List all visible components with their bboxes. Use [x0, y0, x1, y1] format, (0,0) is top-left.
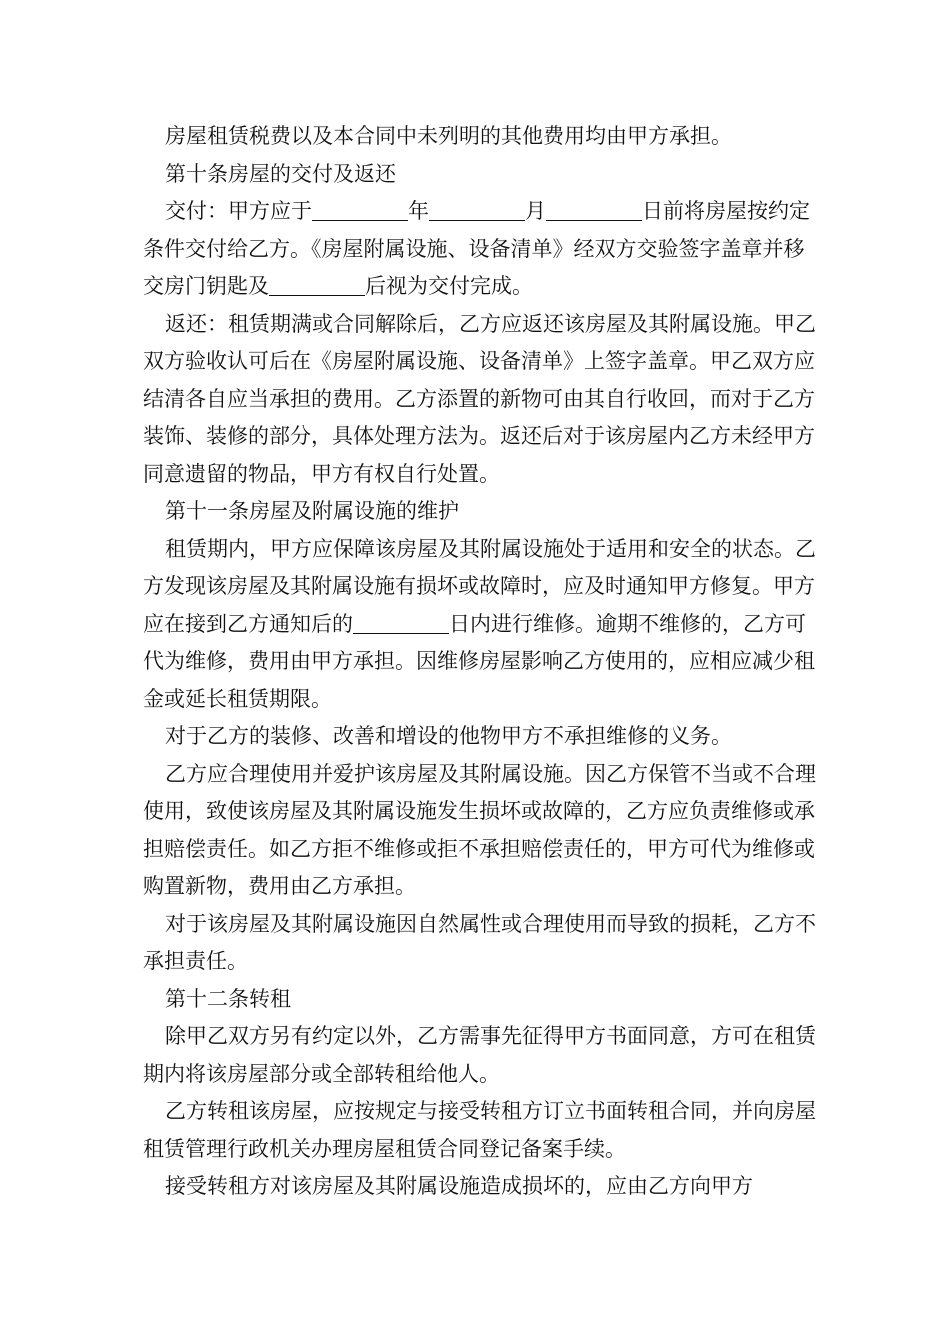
blank-handover-item-field[interactable]: [269, 273, 365, 296]
paragraph-improvements: 对于乙方的装修、改善和增设的他物甲方不承担维修的义务。: [165, 724, 732, 748]
blank-month-field[interactable]: [429, 198, 525, 221]
paragraph-proper-use: 乙方应合理使用并爱护该房屋及其附属设施。因乙方保管不当或不合理使用，致使该房屋及其附属设施发生损坏或故障的，乙方应负责维修或承担赔偿责任。如乙方拒不维修或拒不承担赔偿责任的，甲方可代为维修或购置新物，费用由乙方承担。: [143, 761, 816, 898]
delivery-text-month: 月: [525, 199, 546, 223]
paragraph-delivery: [143, 193, 819, 306]
heading-article-10: 第十条房屋的交付及返还: [165, 161, 396, 186]
delivery-text-2: 日前将房屋按约定条件交付给乙方。《房屋附属设施、设备清单》经双方交验签字盖章并移交房门钥匙及: [143, 199, 810, 298]
paragraph-maintenance: [143, 531, 819, 719]
blank-day-field[interactable]: [546, 198, 642, 221]
maintenance-text-1: 租赁期内，甲方应保障该房屋及其附属设施处于适用和安全的状态。乙方发现该房屋及其附属设施有损坏或故障时，应及时通知甲方修复。甲方应在接到乙方通知后的: [143, 536, 816, 636]
delivery-text-year: 年: [408, 199, 429, 223]
paragraph-sublease-damage: 接受转租方对该房屋及其附属设施造成损坏的，应由乙方向甲方: [165, 1174, 753, 1198]
maintenance-text-2: 日内进行维修。逾期不维修的，乙方可代为维修，费用由甲方承担。因维修房屋影响乙方使用的，应相应减少租金或延长租赁期限。: [143, 611, 815, 711]
paragraph-sublease-contract: 乙方转租该房屋，应按规定与接受转租方订立书面转租合同，并向房屋租赁管理行政机关办理房屋租赁合同登记备案手续。: [143, 1099, 816, 1161]
heading-article-11: 第十一条房屋及附属设施的维护: [165, 499, 459, 523]
document-body: [143, 118, 819, 1206]
paragraph-sublease-consent: 除甲乙双方另有约定以外，乙方需事先征得甲方书面同意，方可在租赁期内将该房屋部分或全部转租给他人。: [143, 1024, 816, 1086]
blank-year-field[interactable]: [312, 198, 408, 221]
blank-repair-days-field[interactable]: [353, 611, 449, 634]
paragraph-return: 返还：租赁期满或合同解除后，乙方应返还该房屋及其附属设施。甲乙双方验收认可后在《房屋附属设施、设备清单》上签字盖章。甲乙双方应结清各自应当承担的费用。乙方添置的新物可由其自行收回，而对于乙方装饰、装修的部分，具体处理方法为。返还后对于该房屋内乙方未经甲方同意遗留的物品，甲方有权自行处置。: [143, 311, 816, 486]
paragraph-wear: 对于该房屋及其附属设施因自然属性或合理使用而导致的损耗，乙方不承担责任。: [143, 911, 816, 973]
delivery-text-3: 后视为交付完成。: [365, 274, 533, 298]
paragraph-tax-fees: 房屋租赁税费以及本合同中未列明的其他费用均由甲方承担。: [165, 124, 732, 148]
delivery-text-1: 交付：甲方应于: [165, 199, 312, 223]
heading-article-12: 第十二条转租: [165, 986, 291, 1011]
